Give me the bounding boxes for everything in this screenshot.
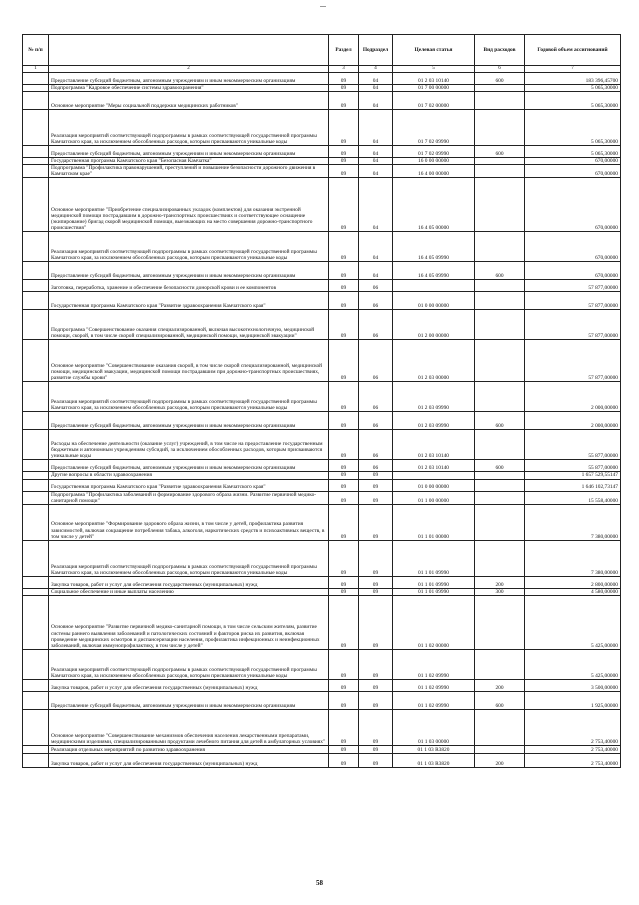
name-cell: Другие вопросы в области здравоохранения	[49, 472, 329, 479]
amount-cell: 2 000,00000	[525, 412, 621, 430]
name-cell: Предоставление субсидий бюджетным, автономным учреждениям и иным некоммерческим организациям	[49, 412, 329, 430]
target-cell: 01 1 01 09990	[393, 588, 475, 595]
num-cell	[23, 412, 49, 430]
razdel-cell: 09	[329, 472, 359, 479]
amount-cell: 5 425,00000	[525, 595, 621, 649]
index-row	[23, 66, 621, 73]
name-cell: Реализация отдельных мероприятий по развитию здравоохранения	[49, 745, 329, 753]
podrazdel-cell: 04	[359, 146, 393, 158]
table-row	[23, 292, 621, 310]
target-cell: 01 1 02 00000	[393, 595, 475, 649]
table-row	[23, 472, 621, 479]
name-cell: Государственная программа Камчатского края "Безопасная Камчатка"	[49, 158, 329, 165]
table-row	[23, 340, 621, 382]
target-cell: 01 1 01 00000	[393, 504, 475, 540]
table-row	[23, 280, 621, 292]
target-cell: 16 4 05 09990	[393, 232, 475, 262]
name-cell: Реализация мероприятий соответствующей подпрограммы в рамках соответствующей государственной программы Камчатского края, за исключением обособленных расходов, которым присваиваются уникальные коды	[49, 382, 329, 412]
budget-table	[22, 34, 621, 768]
header-target: Целевая статья	[393, 35, 475, 66]
amount-cell: 670,00000	[525, 232, 621, 262]
podrazdel-cell: 04	[359, 165, 393, 178]
vid-cell	[475, 649, 525, 679]
name-cell: Подпрограмма "Совершенствование оказания специализированной, включая высокотехнологичную, медицинской помощи, скорой, в том числе скорой специализированной, медицинской помощи, медицинской эвакуации"	[49, 310, 329, 340]
table-row	[23, 110, 621, 146]
razdel-cell: 09	[329, 588, 359, 595]
target-cell: 01 1 03 00000	[393, 709, 475, 745]
amount-cell: 57 877,00000	[525, 310, 621, 340]
podrazdel-cell: 09	[359, 753, 393, 767]
amount-cell: 57 877,00000	[525, 292, 621, 310]
razdel-cell: 09	[329, 280, 359, 292]
razdel-cell: 09	[329, 504, 359, 540]
vid-cell	[475, 472, 525, 479]
target-cell: 01 0 00 00000	[393, 292, 475, 310]
razdel-cell: 09	[329, 178, 359, 232]
razdel-cell: 09	[329, 310, 359, 340]
num-cell	[23, 382, 49, 412]
header-razdel: Раздел	[329, 35, 359, 66]
index-cell: 2	[49, 66, 329, 73]
podrazdel-cell: 09	[359, 479, 393, 491]
vid-cell	[475, 430, 525, 460]
num-cell	[23, 679, 49, 691]
num-cell	[23, 491, 49, 504]
table-row	[23, 158, 621, 165]
vid-cell	[475, 158, 525, 165]
name-cell: Основное мероприятие "Приобретение специализированных укладок (комплектов) для оказания экстренной медицинской помощи пострадавшим в дорожно-транспортных происшествиях и соответствующее оснащение (экипирование) бригад скорой медицинской помощи, выезжающих на место совершения дорожно-транспортного происшествия"	[49, 178, 329, 232]
table-row	[23, 649, 621, 679]
num-cell	[23, 92, 49, 110]
table-row	[23, 540, 621, 576]
podrazdel-cell: 04	[359, 73, 393, 85]
table-row	[23, 491, 621, 504]
name-cell: Основное мероприятие "Совершенствование оказания скорой, в том числе скорой специализированной, медицинской помощи, медицинской эвакуации, медицинской помощи пострадавшим при дорожно-транспортных происшествиях, развитие службы крови"	[49, 340, 329, 382]
name-cell: Государственная программа Камчатского края "Развитие здравоохранения Камчатского края"	[49, 292, 329, 310]
razdel-cell: 09	[329, 73, 359, 85]
table-row	[23, 588, 621, 595]
podrazdel-cell: 06	[359, 412, 393, 430]
razdel-cell: 09	[329, 576, 359, 588]
target-cell: 01 1 00 00000	[393, 491, 475, 504]
vid-cell	[475, 504, 525, 540]
num-cell	[23, 292, 49, 310]
name-cell: Реализация мероприятий соответствующей подпрограммы в рамках соответствующей государственной программы Камчатского края, за исключением обособленных расходов, которым присваиваются уникальные коды	[49, 540, 329, 576]
table-row	[23, 460, 621, 472]
table-row	[23, 709, 621, 745]
amount-cell: 5 065,30000	[525, 110, 621, 146]
amount-cell: 15 558,40000	[525, 491, 621, 504]
name-cell: Реализация мероприятий соответствующей подпрограммы в рамках соответствующей государственной программы Камчатского края, за исключением обособленных расходов, которым присваиваются уникальные коды	[49, 110, 329, 146]
vid-cell	[475, 292, 525, 310]
target-cell	[393, 472, 475, 479]
amount-cell: 5 065,30000	[525, 85, 621, 92]
num-cell	[23, 310, 49, 340]
vid-cell: 600	[475, 460, 525, 472]
podrazdel-cell: 06	[359, 460, 393, 472]
amount-cell: 57 877,00000	[525, 280, 621, 292]
num-cell	[23, 73, 49, 85]
name-cell: Закупка товаров, работ и услуг для обеспечения государственных (муниципальных) нужд	[49, 576, 329, 588]
podrazdel-cell: 06	[359, 292, 393, 310]
target-cell: 01 2 03 10140	[393, 460, 475, 472]
num-cell	[23, 430, 49, 460]
table-row	[23, 691, 621, 709]
num-cell	[23, 280, 49, 292]
num-cell	[23, 479, 49, 491]
index-cell: 5	[393, 66, 475, 73]
razdel-cell: 09	[329, 165, 359, 178]
header-num: № п/п	[23, 35, 49, 66]
vid-cell	[475, 745, 525, 753]
vid-cell	[475, 540, 525, 576]
vid-cell: 200	[475, 753, 525, 767]
razdel-cell: 09	[329, 753, 359, 767]
target-cell: 01 7 02 00000	[393, 92, 475, 110]
target-cell: 01 2 03 09990	[393, 382, 475, 412]
num-cell	[23, 85, 49, 92]
razdel-cell: 09	[329, 85, 359, 92]
razdel-cell: 09	[329, 110, 359, 146]
podrazdel-cell: 06	[359, 430, 393, 460]
num-cell	[23, 753, 49, 767]
header-vid: Вид расходов	[475, 35, 525, 66]
table-row	[23, 679, 621, 691]
num-cell	[23, 595, 49, 649]
table-row	[23, 310, 621, 340]
target-cell: 01 2 03 10140	[393, 430, 475, 460]
amount-cell: 5 065,30000	[525, 92, 621, 110]
name-cell: Подпрограмма "Кадровое обеспечение системы здравоохранения"	[49, 85, 329, 92]
table-row	[23, 85, 621, 92]
vid-cell: 600	[475, 262, 525, 280]
podrazdel-cell: 09	[359, 679, 393, 691]
name-cell: Предоставление субсидий бюджетным, автономным учреждениям и иным некоммерческим организациям	[49, 73, 329, 85]
vid-cell: 600	[475, 412, 525, 430]
amount-cell: 2 753,40000	[525, 709, 621, 745]
vid-cell: 300	[475, 588, 525, 595]
podrazdel-cell: 09	[359, 540, 393, 576]
name-cell: Социальное обеспечение и иные выплаты населению	[49, 588, 329, 595]
target-cell: 01 1 03 R3820	[393, 753, 475, 767]
razdel-cell: 09	[329, 340, 359, 382]
name-cell: Основное мероприятие "Формирование здорового образа жизни, в том числе у детей, профилактика развития зависимостей, включая сокращение потребления табака, алкоголя, наркотических средств и психоактивных веществ, в том числе у детей"	[49, 504, 329, 540]
target-cell: 01 1 02 09990	[393, 691, 475, 709]
amount-cell: 7 380,00000	[525, 504, 621, 540]
podrazdel-cell: 04	[359, 85, 393, 92]
vid-cell: 200	[475, 576, 525, 588]
podrazdel-cell: 06	[359, 280, 393, 292]
page-number: 58	[316, 879, 323, 887]
num-cell	[23, 232, 49, 262]
razdel-cell: 09	[329, 460, 359, 472]
table-row	[23, 262, 621, 280]
razdel-cell: 09	[329, 709, 359, 745]
num-cell	[23, 460, 49, 472]
name-cell: Основное мероприятие "Совершенствование механизмов обеспечения населения лекарственными препаратами, медицинскими изделиями, специализированными продуктами лечебного питания для детей в амбулаторных условиях"	[49, 709, 329, 745]
table-row	[23, 504, 621, 540]
vid-cell: 600	[475, 146, 525, 158]
num-cell	[23, 504, 49, 540]
table-row	[23, 146, 621, 158]
podrazdel-cell: 09	[359, 576, 393, 588]
amount-cell: 7 380,00000	[525, 540, 621, 576]
amount-cell: 670,00000	[525, 158, 621, 165]
table-row	[23, 479, 621, 491]
razdel-cell: 09	[329, 479, 359, 491]
vid-cell	[475, 85, 525, 92]
name-cell: Подпрограмма "Профилактика заболеваний и формирование здорового образа жизни. Развитие первичной медико-санитарной помощи"	[49, 491, 329, 504]
table-row	[23, 178, 621, 232]
name-cell: Реализация мероприятий соответствующей подпрограммы в рамках соответствующей государственной программы Камчатского края, за исключением обособленных расходов, которым присваиваются уникальные коды	[49, 232, 329, 262]
amount-cell: 5 065,30000	[525, 146, 621, 158]
target-cell: 01 1 03 R3820	[393, 745, 475, 753]
num-cell	[23, 745, 49, 753]
num-cell	[23, 472, 49, 479]
target-cell: 01 7 02 09990	[393, 110, 475, 146]
target-cell: 01 1 02 09990	[393, 679, 475, 691]
razdel-cell: 09	[329, 649, 359, 679]
razdel-cell: 09	[329, 691, 359, 709]
name-cell: Предоставление субсидий бюджетным, автономным учреждениям и иным некоммерческим организациям	[49, 146, 329, 158]
amount-cell: 2 000,00000	[525, 382, 621, 412]
num-cell	[23, 340, 49, 382]
name-cell: Основное мероприятие "Развитие первичной медико-санитарной помощи, в том числе сельским жителям, развитие системы раннего выявления заболеваний и патологических состояний и факторов риска их развития, включая проведение медицинских осмотров и диспансеризации населения, профилактика инфекционных и неинфекционных заболеваний, включая иммунопрофилактику, в том числе у детей"	[49, 595, 329, 649]
razdel-cell: 09	[329, 262, 359, 280]
vid-cell	[475, 280, 525, 292]
amount-cell: 1 925,00000	[525, 691, 621, 709]
table-row	[23, 745, 621, 753]
podrazdel-cell: 04	[359, 232, 393, 262]
target-cell: 01 1 02 09990	[393, 649, 475, 679]
podrazdel-cell: 09	[359, 745, 393, 753]
num-cell	[23, 576, 49, 588]
target-cell: 16 4 05 00000	[393, 178, 475, 232]
table-row	[23, 165, 621, 178]
amount-cell: 1 657 529,55147	[525, 472, 621, 479]
name-cell: Закупка товаров, работ и услуг для обеспечения государственных (муниципальных) нужд	[49, 753, 329, 767]
vid-cell	[475, 165, 525, 178]
amount-cell: 670,00000	[525, 178, 621, 232]
num-cell	[23, 649, 49, 679]
num-cell	[23, 709, 49, 745]
amount-cell: 57 877,00000	[525, 340, 621, 382]
razdel-cell: 09	[329, 292, 359, 310]
podrazdel-cell: 04	[359, 158, 393, 165]
name-cell: Реализация мероприятий соответствующей подпрограммы в рамках соответствующей государственной программы Камчатского края, за исключением обособленных расходов, которым присваиваются уникальные коды	[49, 649, 329, 679]
target-cell: 01 2 03 09990	[393, 412, 475, 430]
amount-cell: 55 877,00000	[525, 430, 621, 460]
podrazdel-cell: 09	[359, 649, 393, 679]
razdel-cell: 09	[329, 540, 359, 576]
table-row	[23, 430, 621, 460]
podrazdel-cell: 09	[359, 491, 393, 504]
index-cell: 6	[475, 66, 525, 73]
target-cell: 16 0 00 00000	[393, 158, 475, 165]
num-cell	[23, 691, 49, 709]
num-cell	[23, 146, 49, 158]
podrazdel-cell: 06	[359, 340, 393, 382]
table-row	[23, 576, 621, 588]
top-mark	[320, 6, 326, 7]
num-cell	[23, 540, 49, 576]
amount-cell: 55 877,00000	[525, 460, 621, 472]
razdel-cell: 09	[329, 595, 359, 649]
target-cell: 16 4 05 09990	[393, 262, 475, 280]
podrazdel-cell: 09	[359, 595, 393, 649]
vid-cell	[475, 310, 525, 340]
vid-cell	[475, 92, 525, 110]
razdel-cell: 09	[329, 382, 359, 412]
target-cell	[393, 280, 475, 292]
name-cell: Подпрограмма "Профилактика правонарушений, преступлений и повышение безопасности дорожного движения в Камчатском крае"	[49, 165, 329, 178]
razdel-cell: 09	[329, 158, 359, 165]
num-cell	[23, 158, 49, 165]
podrazdel-cell: 09	[359, 588, 393, 595]
podrazdel-cell: 09	[359, 472, 393, 479]
num-cell	[23, 178, 49, 232]
vid-cell	[475, 491, 525, 504]
podrazdel-cell: 04	[359, 178, 393, 232]
index-cell: 7	[525, 66, 621, 73]
razdel-cell: 09	[329, 412, 359, 430]
header-name	[49, 35, 329, 66]
table-row	[23, 412, 621, 430]
name-cell: Предоставление субсидий бюджетным, автономным учреждениям и иным некоммерческим организациям	[49, 460, 329, 472]
amount-cell: 2 800,00000	[525, 576, 621, 588]
razdel-cell: 09	[329, 679, 359, 691]
podrazdel-cell: 06	[359, 382, 393, 412]
vid-cell: 600	[475, 691, 525, 709]
name-cell: Основное мероприятие "Меры социальной поддержки медицинских работников"	[49, 92, 329, 110]
razdel-cell: 09	[329, 232, 359, 262]
razdel-cell: 09	[329, 146, 359, 158]
podrazdel-cell: 04	[359, 110, 393, 146]
name-cell: Государственная программа Камчатского края "Развитие здравоохранения Камчатского края"	[49, 479, 329, 491]
name-cell: Предоставление субсидий бюджетным, автономным учреждениям и иным некоммерческим организациям	[49, 262, 329, 280]
podrazdel-cell: 04	[359, 92, 393, 110]
target-cell: 01 1 01 09990	[393, 540, 475, 576]
target-cell: 01 1 01 09990	[393, 576, 475, 588]
target-cell: 01 2 03 00000	[393, 340, 475, 382]
vid-cell	[475, 709, 525, 745]
podrazdel-cell: 06	[359, 310, 393, 340]
amount-cell: 670,00000	[525, 165, 621, 178]
header-row	[23, 35, 621, 66]
vid-cell	[475, 232, 525, 262]
table-body	[23, 73, 621, 768]
table-row	[23, 595, 621, 649]
razdel-cell: 09	[329, 491, 359, 504]
amount-cell: 3 500,00000	[525, 679, 621, 691]
amount-cell: 4 580,00000	[525, 588, 621, 595]
table-row	[23, 92, 621, 110]
vid-cell	[475, 595, 525, 649]
amount-cell: 2 753,40000	[525, 753, 621, 767]
index-cell: 3	[329, 66, 359, 73]
name-cell: Заготовка, переработка, хранение и обеспечение безопасности донорской крови и ее компонентов	[49, 280, 329, 292]
table-row	[23, 73, 621, 85]
vid-cell	[475, 382, 525, 412]
target-cell: 16 4 00 00000	[393, 165, 475, 178]
podrazdel-cell: 09	[359, 504, 393, 540]
amount-cell: 2 753,40000	[525, 745, 621, 753]
index-cell: 1	[23, 66, 49, 73]
name-cell: Закупка товаров, работ и услуг для обеспечения государственных (муниципальных) нужд	[49, 679, 329, 691]
num-cell	[23, 110, 49, 146]
target-cell: 01 2 03 10140	[393, 73, 475, 85]
name-cell: Предоставление субсидий бюджетным, автономным учреждениям и иным некоммерческим организациям	[49, 691, 329, 709]
num-cell	[23, 262, 49, 280]
target-cell: 01 7 00 00000	[393, 85, 475, 92]
razdel-cell: 09	[329, 430, 359, 460]
num-cell	[23, 165, 49, 178]
vid-cell	[475, 479, 525, 491]
podrazdel-cell: 09	[359, 709, 393, 745]
header-podrazdel: Подраздел	[359, 35, 393, 66]
amount-cell: 5 425,00000	[525, 649, 621, 679]
amount-cell: 1 646 102,73147	[525, 479, 621, 491]
podrazdel-cell: 09	[359, 691, 393, 709]
num-cell	[23, 588, 49, 595]
name-cell: Расходы на обеспечение деятельности (оказание услуг) учреждений, в том числе на предоставление государственным бюджетным и автономным учреждениям субсидий, за исключением обособленных расходов, которым присваиваются уникальные коды	[49, 430, 329, 460]
podrazdel-cell: 04	[359, 262, 393, 280]
razdel-cell: 09	[329, 92, 359, 110]
vid-cell	[475, 340, 525, 382]
target-cell: 01 7 02 09990	[393, 146, 475, 158]
table-row	[23, 232, 621, 262]
vid-cell: 600	[475, 73, 525, 85]
vid-cell	[475, 178, 525, 232]
target-cell: 01 2 00 00000	[393, 310, 475, 340]
index-cell: 4	[359, 66, 393, 73]
vid-cell	[475, 110, 525, 146]
table-row	[23, 753, 621, 767]
razdel-cell: 09	[329, 745, 359, 753]
target-cell: 01 0 00 00000	[393, 479, 475, 491]
header-amount: Годовой объем ассигнований	[525, 35, 621, 66]
table-row	[23, 382, 621, 412]
amount-cell: 670,00000	[525, 262, 621, 280]
amount-cell: 183 396,45700	[525, 73, 621, 85]
vid-cell: 200	[475, 679, 525, 691]
